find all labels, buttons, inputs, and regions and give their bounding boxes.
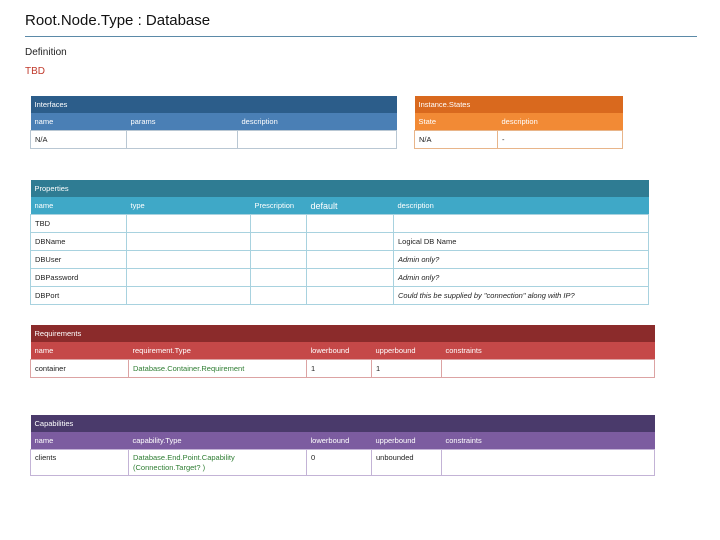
column-header: name xyxy=(31,432,129,450)
properties-table xyxy=(30,180,649,305)
table-cell: DBPassword xyxy=(31,269,127,287)
table-cell xyxy=(251,233,307,251)
table-cell xyxy=(127,251,251,269)
table-cell xyxy=(307,287,394,305)
table-row xyxy=(31,233,649,251)
column-header: name xyxy=(31,197,127,215)
column-header: lowerbound xyxy=(307,342,372,360)
table-cell xyxy=(442,360,655,378)
capabilities-title: Capabilities xyxy=(31,415,655,432)
column-header: default xyxy=(307,197,394,215)
table-cell xyxy=(307,215,394,233)
column-header: description xyxy=(238,113,397,131)
table-cell xyxy=(394,215,649,233)
capabilities-table xyxy=(30,415,655,476)
table-cell xyxy=(127,233,251,251)
column-header: description xyxy=(394,197,649,215)
requirements-table xyxy=(30,325,655,378)
column-header: name xyxy=(31,113,127,131)
table-row xyxy=(31,287,649,305)
table-cell xyxy=(307,251,394,269)
table-cell: unbounded xyxy=(372,450,442,476)
column-header: constraints xyxy=(442,432,655,450)
table-cell: TBD xyxy=(31,215,127,233)
table-cell xyxy=(127,287,251,305)
table-cell: DBPort xyxy=(31,287,127,305)
table-cell xyxy=(127,131,238,149)
column-header: lowerbound xyxy=(307,432,372,450)
column-header: constraints xyxy=(442,342,655,360)
table-cell xyxy=(307,269,394,287)
column-header: description xyxy=(498,113,623,131)
table-cell: - xyxy=(498,131,623,149)
title-divider xyxy=(25,36,697,37)
page-title: Root.Node.Type : Database xyxy=(25,12,211,29)
table-cell: N/A xyxy=(31,131,127,149)
table-cell xyxy=(127,269,251,287)
table-cell xyxy=(251,215,307,233)
table-cell: Admin only? xyxy=(394,269,649,287)
properties-title: Properties xyxy=(31,180,649,197)
table-cell: Could this be supplied by "connection" along with IP? xyxy=(394,287,649,305)
table-cell xyxy=(127,215,251,233)
instance-states-table xyxy=(414,96,623,149)
table-row xyxy=(31,269,649,287)
column-header: upperbound xyxy=(372,432,442,450)
column-header: type xyxy=(127,197,251,215)
table-cell xyxy=(251,287,307,305)
column-header: params xyxy=(127,113,238,131)
column-header: upperbound xyxy=(372,342,442,360)
table-row xyxy=(415,131,623,149)
column-header: requirement.Type xyxy=(129,342,307,360)
table-row xyxy=(31,251,649,269)
instance-states-title: Instance.States xyxy=(415,96,623,113)
table-cell xyxy=(251,251,307,269)
interfaces-title: Interfaces xyxy=(31,96,397,113)
table-cell: 1 xyxy=(307,360,372,378)
table-cell: 0 xyxy=(307,450,372,476)
table-cell: 1 xyxy=(372,360,442,378)
column-header: name xyxy=(31,342,129,360)
table-cell: Database.Container.Requirement xyxy=(129,360,307,378)
column-header: capability.Type xyxy=(129,432,307,450)
interfaces-table xyxy=(30,96,397,149)
table-cell xyxy=(251,269,307,287)
table-row xyxy=(31,131,397,149)
table-cell: Database.End.Point.Capability (Connection.Target? ) xyxy=(129,450,307,476)
definition-value: TBD xyxy=(25,66,45,77)
table-cell xyxy=(442,450,655,476)
table-cell: Admin only? xyxy=(394,251,649,269)
definition-label: Definition xyxy=(25,47,67,58)
table-cell xyxy=(307,233,394,251)
column-header: State xyxy=(415,113,498,131)
table-row xyxy=(31,215,649,233)
column-header: Prescription xyxy=(251,197,307,215)
table-cell: clients xyxy=(31,450,129,476)
table-cell: Logical DB Name xyxy=(394,233,649,251)
table-row xyxy=(31,360,655,378)
requirements-title: Requirements xyxy=(31,325,655,342)
table-cell xyxy=(238,131,397,149)
table-cell: N/A xyxy=(415,131,498,149)
table-row xyxy=(31,450,655,476)
table-cell: DBUser xyxy=(31,251,127,269)
table-cell: DBName xyxy=(31,233,127,251)
table-cell: container xyxy=(31,360,129,378)
